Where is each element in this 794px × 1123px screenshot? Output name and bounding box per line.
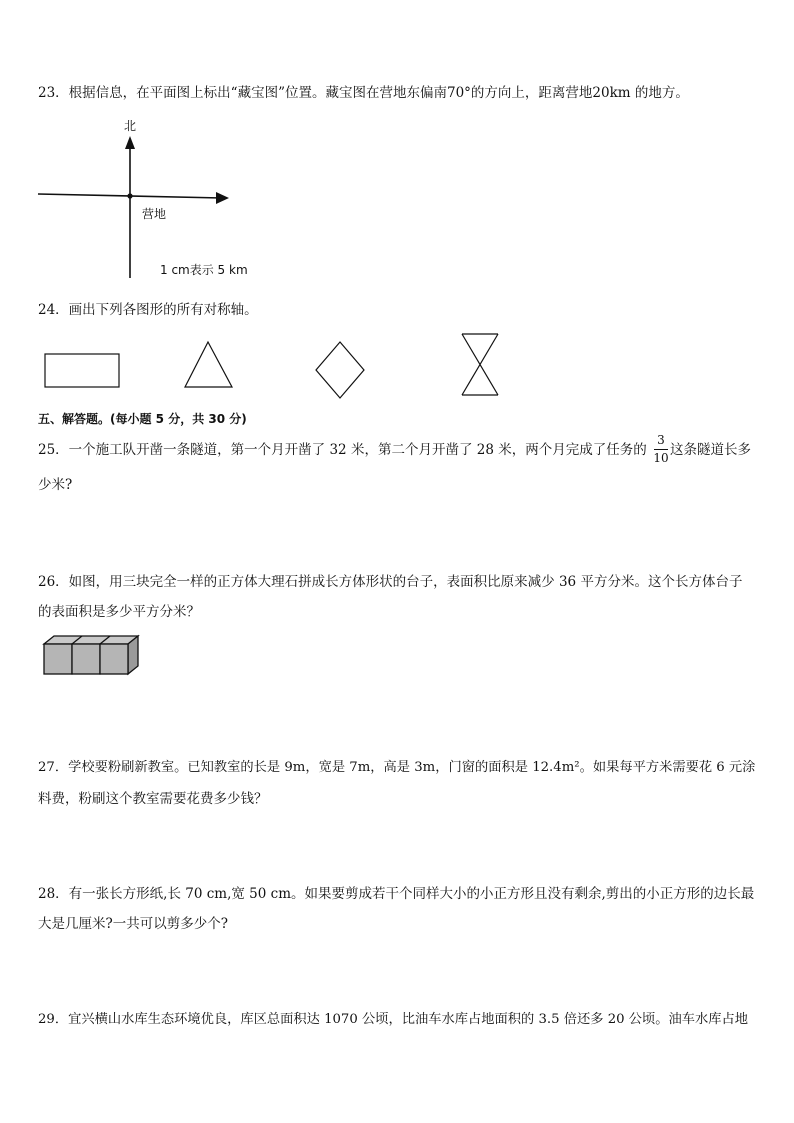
camp-point: [127, 193, 132, 198]
q25-line2: 少米?: [38, 477, 73, 493]
triangle-shape: [185, 342, 232, 387]
q23-text: 23．根据信息，在平面图上标出“藏宝图”位置。藏宝图在营地东偏南70°的方向上，距离营地20km 的地方。: [38, 85, 689, 101]
q27-line2: 料费，粉刷这个教室需要花费多少钱？: [38, 791, 268, 807]
q28-line1: 28．有一张长方形纸,长 70 cm,宽 50 cm。如果要剪成若干个同样大小的小正方形且没有剩余,剪出的小正方形的边长最: [38, 886, 755, 902]
q25-fraction-bar: [654, 449, 668, 450]
east-arrowhead: [216, 192, 229, 204]
q25-line1b: 这条隧道长多: [670, 442, 751, 458]
q24-shapes: [40, 332, 510, 398]
cube-front-2: [72, 644, 100, 674]
q26-line2: 的表面积是多少平方分米？: [38, 604, 200, 620]
q28-line2: 大是几厘米?一共可以剪多少个?: [38, 916, 228, 932]
cube-front-3: [100, 644, 128, 674]
north-label: 北: [124, 119, 137, 133]
camp-label: 营地: [142, 207, 167, 221]
q29-line1: 29．宜兴横山水库生态环境优良，库区总面积达 1070 公顷，比油车水库占地面积的 3.5 倍还多 20 公顷。油车水库占地: [38, 1012, 749, 1027]
cubes-top-face: [44, 636, 138, 644]
scale-label: 1 cm表示 5 km: [160, 263, 248, 277]
compass-diagram: [30, 112, 270, 282]
cube-front-1: [44, 644, 72, 674]
q26-line1: 26．如图，用三块完全一样的正方体大理石拼成长方体形状的台子，表面积比原来减少 36 平方分米。这个长方体台子: [38, 574, 743, 590]
q25-line1a: 25．一个施工队开凿一条隧道，第一个月开凿了 32 米，第二个月开凿了 28 米，两个月完成了任务的: [38, 442, 647, 458]
q27-line1: 27．学校要粉刷新教室。已知教室的长是 9m，宽是 7m，高是 3m，门窗的面积是 12.4m²。如果每平方米需要花 6 元涂: [38, 760, 756, 775]
rectangle-shape: [45, 354, 119, 387]
rhombus-shape: [316, 342, 364, 398]
q25-fraction-denominator: 10: [653, 451, 669, 465]
north-arrowhead: [125, 136, 135, 149]
hourglass-shape: [462, 334, 498, 395]
section-heading: 五、解答题。(每小题 5 分，共 30 分): [38, 412, 247, 426]
q25-fraction-numerator: 3: [657, 433, 665, 447]
three-cubes-figure: [42, 634, 142, 678]
q24-text: 24．画出下列各图形的所有对称轴。: [38, 302, 258, 318]
